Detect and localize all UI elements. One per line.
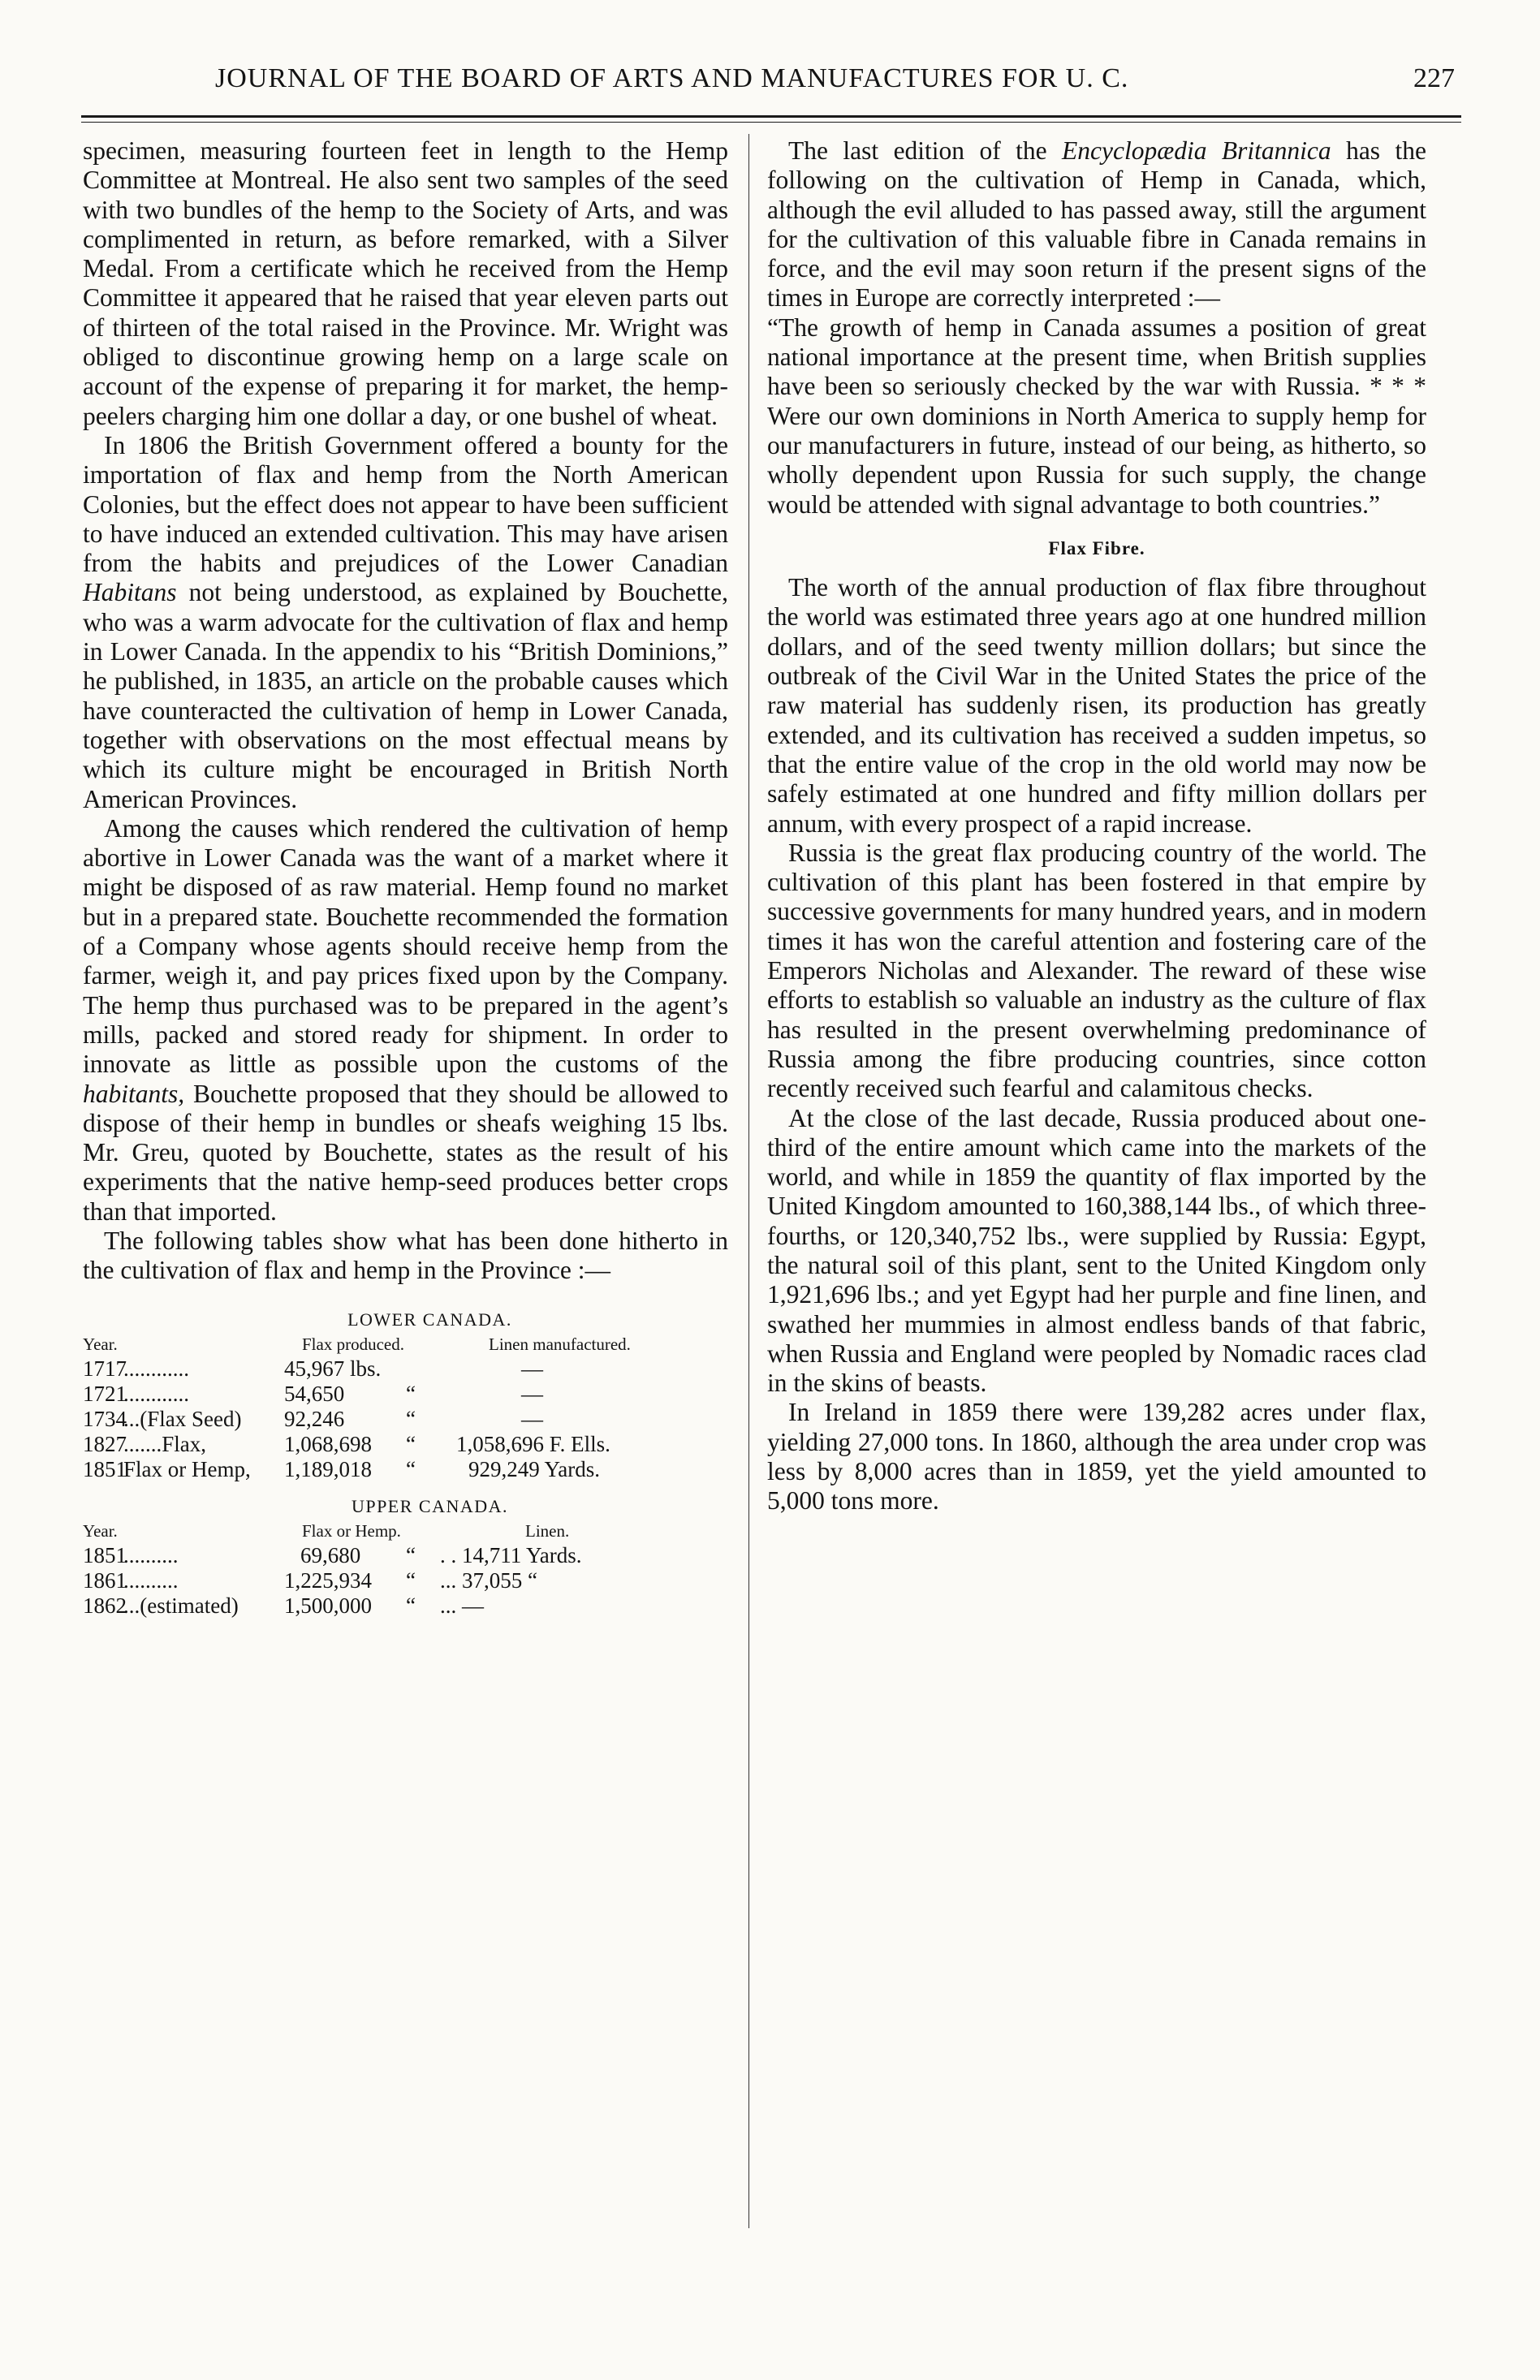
row-ditto: “ <box>406 1456 416 1481</box>
row-linen: — <box>521 1356 543 1381</box>
column-header-year: Year. <box>83 1520 118 1541</box>
table-row <box>83 1568 728 1593</box>
row-linen: 929,249 Yards. <box>468 1456 601 1481</box>
paragraph: The worth of the annual production of flax fibre throughout the world was estimated three years ago at one hundred million dollars, and of the seed twenty million dollars; but since the outbreak of the Civil War in the United States the price of the raw material has suddenly risen, its production has greatly extended, and its cultivation has received a sudden impetus, so that the entire value of the crop in the old world may now be safely estimated at one hundred and fifty million dollars per annum, with every prospect of a rapid increase. <box>767 573 1426 838</box>
row-year: 1721 <box>83 1381 127 1406</box>
row-label: Flax or Hemp, <box>123 1456 251 1481</box>
row-year: 1851 <box>83 1542 127 1567</box>
row-label: ............ <box>123 1381 189 1406</box>
paragraph: Among the causes which rendered the cultivation of hemp abortive in Lower Canada was the want of a market where it might be disposed of as raw material. Hemp found no market but in a prepared state. Bouchette recommended the formation of a Company whose agents should receive hemp from the farmer, weigh it, and pay prices fixed upon by the Company. The hemp thus purchased was to be prepared in the agent’s mills, packed and stored ready for shipment. In order to innovate as little as possible upon the customs of the habitants, Bouchette proposed that they should be allowed to dispose of their hemp in bundles or sheafs weighing 15 lbs. Mr. Greu, quoted by Bouchette, states as the result of his experiments that the native hemp-seed produces better crops than that imported. <box>83 813 728 1226</box>
header-rule-thick <box>81 115 1461 118</box>
row-ditto: “ <box>406 1406 416 1431</box>
row-year: 1717 <box>83 1356 127 1381</box>
row-quantity: 1,068,698 <box>284 1431 372 1456</box>
row-label: .......Flax, <box>123 1431 207 1456</box>
column-header-year: Year. <box>83 1334 118 1354</box>
column-header-linen: Linen. <box>525 1520 570 1541</box>
row-label: .......... <box>123 1542 179 1567</box>
row-ditto: “ <box>406 1381 416 1406</box>
table-row <box>83 1382 728 1407</box>
quoted-paragraph: “The growth of hemp in Canada assumes a position of great national importance at the present time, when British supplies have been so seriously checked by the war with Russia. * * * Were our own dominions in North America to supply hemp for our manufacturers in future, instead of our being, as hitherto, so wholly dependent upon Russia for such supply, the change would be attended with signal advantage to both countries.” <box>767 313 1426 519</box>
running-head: JOURNAL OF THE BOARD OF ARTS AND MANUFACTURES FOR U. C. <box>215 63 1129 93</box>
row-year: 1862 <box>83 1593 127 1618</box>
paragraph: In Ireland in 1859 there were 139,282 acres under flax, yielding 27,000 tons. In 1860, although the area under crop was less by 8,000 acres than in 1859, yet the yield amounted to 5,000 tons more. <box>767 1398 1426 1516</box>
paragraph: Russia is the great flax producing country of the world. The cultivation of this plant has been fostered in that empire by successive governments for many hundred years, and in modern times it has won the careful attention and fostering care of the Emperors Nicholas and Alexander. The reward of these wise efforts to establish so valuable an industry as the culture of flax has resulted in the present overwhelming predominance of Russia among the fibre producing countries, since cotton recently received such fearful and calamitous checks. <box>767 838 1426 1103</box>
table-row <box>83 1593 728 1619</box>
header-rule-thin <box>81 122 1461 123</box>
row-label: .......... <box>123 1567 179 1593</box>
table-row <box>83 1543 728 1568</box>
column-header-flax: Flax produced. <box>302 1334 404 1354</box>
page-header <box>81 63 1461 112</box>
page-number: 227 <box>1413 63 1455 93</box>
column-header-linen: Linen manufactured. <box>489 1334 631 1354</box>
paragraph: specimen, measuring fourteen feet in length to the Hemp Committee at Montreal. He also sent two samples of the seed with two bundles of the hemp to the Society of Arts, and was complimented in return, as before remarked, with a Silver Medal. From a certificate which he received from the Hemp Committee it appeared that he raised that year eleven parts out of thirteen of the total raised in the Province. Mr. Wright was obliged to discontinue growing hemp on a large scale on account of the expense of preparing it for market, the hemp-peelers charging him one dollar a day, or one bushel of wheat. <box>83 136 728 430</box>
paragraph: At the close of the last decade, Russia produced about one-third of the entire amount which came into the markets of the world, and while in 1859 the quantity of flax imported by the United Kingdom amounted to 160,388,144 lbs., of which three-fourths, or 120,340,752 lbs., were supplied by Russia: Egypt, the natural soil of this plant, sent to the United Kingdom only 1,921,696 lbs.; and yet Egypt had her purple and fine linen, and swathed her mummies in almost endless bands of that fabric, when Russia and England were peopled by Nomadic races clad in the skins of beasts. <box>767 1103 1426 1398</box>
paragraph: The last edition of the Encyclopædia Britannica has the following on the cultivation of Hemp in Canada, which, although the evil alluded to has passed away, still the argument for the cultivation of this valuable fibre in Canada remains in force, and the evil may soon return if the present signs of the times in Europe are correctly interpreted :— <box>767 136 1426 313</box>
row-quantity: 1,225,934 <box>284 1567 372 1593</box>
row-linen: ... 37,055 “ <box>440 1567 537 1593</box>
row-year: 1827 <box>83 1431 127 1456</box>
row-linen: — <box>521 1406 543 1431</box>
table-title: LOWER CANADA. <box>347 1309 512 1330</box>
table-header-row <box>83 1332 728 1356</box>
column-header-flax: Flax or Hemp. <box>302 1520 401 1541</box>
paragraph: In 1806 the British Government offered a bounty for the importation of flax and hemp from the North American Colonies, but the effect does not appear to have been sufficient to have induced an extended cultivation. This may have arisen from the habits and prejudices of the Lower Canadian Habitans not being understood, as explained by Bouchette, who was a warm advocate for the cultivation of flax and hemp in Lower Canada. In the appendix to his “British Dominions,” he published, in 1835, an article on the probable causes which have counteracted the cultivation of hemp in Lower Canada, together with observations on the most effectual means by which its culture might be encouraged in British North American Provinces. <box>83 430 728 813</box>
row-quantity: 92,246 <box>284 1406 345 1431</box>
row-quantity: 54,650 <box>284 1381 345 1406</box>
lower-canada-table <box>83 1307 728 1482</box>
table-row <box>83 1356 728 1382</box>
row-quantity: 1,500,000 <box>284 1593 372 1618</box>
row-quantity: 69,680 <box>300 1542 361 1567</box>
table-row <box>83 1457 728 1482</box>
row-label: ...(Flax Seed) <box>123 1406 242 1431</box>
row-linen: . . 14,711 Yards. <box>440 1542 582 1567</box>
row-ditto: “ <box>406 1567 416 1593</box>
column-divider <box>748 134 749 2228</box>
right-column <box>767 136 1426 1516</box>
row-label: ............ <box>123 1356 189 1381</box>
row-linen: — <box>521 1381 543 1406</box>
row-year: 1851 <box>83 1456 127 1481</box>
table-row <box>83 1407 728 1432</box>
table-row <box>83 1432 728 1457</box>
row-quantity: 1,189,018 <box>284 1456 372 1481</box>
paragraph: The following tables show what has been done hitherto in the cultivation of flax and hemp in the Province :— <box>83 1226 728 1285</box>
row-label: ...(estimated) <box>123 1593 239 1618</box>
row-ditto: “ <box>406 1431 416 1456</box>
section-heading: Flax Fibre. <box>1048 537 1145 558</box>
row-linen: 1,058,696 F. Ells. <box>456 1431 610 1456</box>
table-header-row <box>83 1519 728 1543</box>
row-quantity: 45,967 lbs. <box>284 1356 382 1381</box>
table-title: UPPER CANADA. <box>351 1495 509 1516</box>
row-ditto: “ <box>406 1542 416 1567</box>
row-linen: ... — <box>440 1593 484 1618</box>
row-ditto: “ <box>406 1593 416 1618</box>
row-year: 1861 <box>83 1567 127 1593</box>
row-year: 1734 <box>83 1406 127 1431</box>
upper-canada-table <box>83 1494 728 1619</box>
left-column <box>83 136 728 1619</box>
